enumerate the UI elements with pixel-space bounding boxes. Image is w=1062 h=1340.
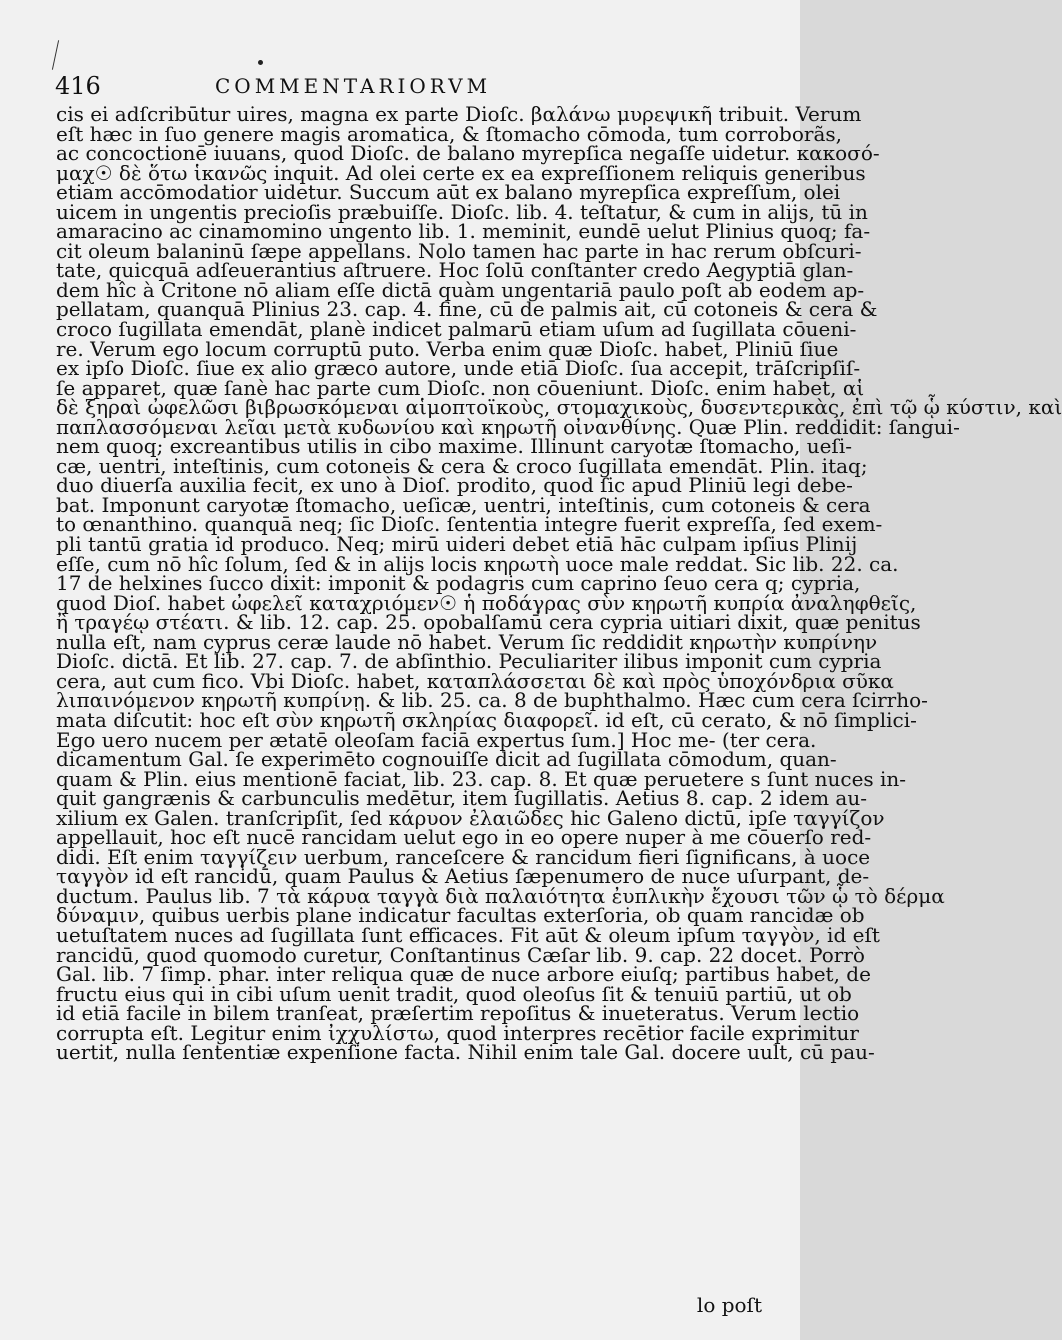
text-line: quit gangrænis & carbunculis medētur, item ſugillatis. Aetius 8. cap. 2 idem au- [56,786,867,811]
text-line: pellatam, quanquā Plinius 23. cap. 4. fine, cū de palmis ait, cū cotoneis & cera & [56,297,878,322]
text-line: cera, aut cum fico. Vbi Dioſc. habet, καταπλάσσεται δὲ καὶ πρὸς ὑποχόνδρια σῦκα [56,668,894,693]
text-line: Gal. lib. 7 ſimp. phar. inter reliqua quæ de nuce arbore eiuſq; partibus habet, de [56,962,871,987]
text-line: rancidū, quod quomodo curetur, Conſtantinus Cæſar lib. 9. cap. 22 docet. Porrò [56,942,865,967]
text-line: cit oleum balaninū ſæpe appellans. Nolo tamen hac parte in hac rerum obſcuri- [56,238,862,263]
text-line: tate, quicquā adſeuerantius aſtruere. Hoc ſolū conſtanter credo Aegyptiā glan- [56,258,854,283]
text-line: re. Verum ego locum corruptū puto. Verba enim quæ Dioſc. habet, Pliniū ſiue [56,336,839,361]
text-line: quam & Plin. eius mentionē faciat, lib. 23. cap. 8. Et quæ peruetere s ſunt nuces in- [56,766,907,791]
text-line: appellauit, hoc eſt nucē rancidam uelut ego in eo opere nuper à me cōuerſo red- [56,825,872,850]
text-line: ἢ τραγέῳ στέατι. & lib. 12. cap. 25. opobalſamū cera cypria uitiari dixit, quæ penitus [56,610,921,635]
text-line: ſe apparet, quæ ſanè hac parte cum Dioſc. non cōueniunt. Dioſc. enim habet, αἱ [56,375,865,400]
text-line: eſt hæc in ſuo genere magis aromatica, & ſtomacho cōmoda, tum corroborãs, [56,121,842,146]
margin-mark [52,40,59,70]
text-line: Dioſc. dictā. Et lib. 27. cap. 7. de abſinthio. Peculiariter ilibus imponit cum cypria [56,649,882,674]
text-line: dem hîc à Critone nō aliam eſſe dictā quàm ungentariā paulo poſt ab eodem ap- [56,277,865,302]
text-line: xilium ex Galen. tranſcripſit, ſed κάρυον ἐλαιῶδες hic Galeno dictū, ipſe ταγγίζον [56,805,885,830]
text-line: ex ipſo Dioſc. ſiue ex alio græco autore, unde etiā Dioſc. ſua accepit, trāſcripſiſ- [56,356,861,381]
catchword: lo poſt [696,1293,762,1317]
text-line: duo diuerſa auxilia fecit, ex uno à Dioſ. prodito, quod ſic apud Pliniū legi debe- [56,473,853,498]
text-line: δὲ ξηραὶ ὠφελῶσι βιβρωσκόμεναι αἱμοπτοϊκοὺς, στομαχικοὺς, δυσεντερικὰς, ἐπὶ τῷ ᾧ κύστιν, καὶ [56,395,1062,420]
text-line: cis ei adſcribūtur uires, magna ex parte Dioſc. βαλάνω μυρεψικῆ tribuit. Verum [56,102,862,126]
body-text [56,102,1062,1065]
text-line: uicem in ungentis precioſis præbuiſſe. Dioſc. lib. 4. teſtatur, & cum in alijs, tū in [56,199,868,224]
text-line: cæ, uentri, inteſtinis, cum cotoneis & cera & croco ſugillata emendāt. Plin. itaq; [56,453,868,478]
page-header [55,72,762,100]
text-line: nem quoq; excreantibus utilis in cibo maxime. Illinunt caryotæ ſtomacho, ueſi- [56,434,852,459]
page-number: 416 [55,72,101,100]
text-line: eſſe, cum nō hîc ſolum, ſed & in alijs locis κηρωτὴ uoce male reddat. Sic lib. 22. ca. [56,551,899,576]
text-line: mata diſcutit: hoc eſt σὺν κηρωτῆ σκληρίας διαφορεῖ. id eſt, cū cerato, & nō ſimplici- [56,707,917,732]
text-line: nulla eſt, nam cyprus ceræ laude nō habet. Verum ſic reddidit κηρωτὴν κυπρίνην [56,629,878,654]
text-line: etiam accōmodatior uidetur. Succum aūt ex balano myrepſica expreſſum, olei [56,180,841,205]
running-head: COMMENTARIORVM [215,74,492,98]
text-line: λιπαινόμενον κηρωτῆ κυπρίνῃ. & lib. 25. ca. 8 de buphthalmo. Hæc cum cera ſcirrho- [56,688,928,713]
text-line: δύναμιν, quibus uerbis plane indicatur facultas exterſoria, ob quam rancidæ ob [56,903,865,928]
text-line: fructu eius qui in cibi uſum uenit tradit, quod oleoſus ſit & tenuiū partiū, ut ob [56,981,852,1006]
text-line: uertit, nulla ſententiæ expenſione facta. Nihil enim tale Gal. docere uult, cū pau- [56,1040,875,1065]
text-line: bat. Imponunt caryotæ ſtomacho, ueſicæ, uentri, inteſtinis, cum cotoneis & cera [56,492,871,517]
text-line: pli tantū gratia id produco. Neq; mirū uideri debet etiā hāc culpam ipſius Plinij [56,532,858,557]
text-line: ductum. Paulus lib. 7 τὰ κάρυα ταγγὰ διὰ παλαιότητα ἐυπλικὴν ἔχουσι τῶν ᾧ τὸ δέρμα [56,883,945,908]
text-line: μαχ☉ δὲ ὅτω ἱκανῶς inquit. Ad olei certe ex ea expreſſionem reliquis generibus [56,160,866,185]
text-line: ταγγὸν id eſt rancidū, quam Paulus & Aetius ſæpenumero de nuce uſurpant, de- [56,864,870,889]
text-line: id etiā facile in bilem tranſeat, præſertim repoſitus & inueteratus. Verum lectio [56,1001,860,1026]
text-line: croco ſugillata emendāt, planè indicet palmarū etiam uſum ad ſugillata cōueni- [56,317,857,342]
text-line: Ego uero nucem per ætatē oleoſam faciā expertus ſum.] Hoc me- (ter cera. [56,727,817,752]
text-line: quod Dioſ. habet ὠφελεῖ καταχριόμεν☉ ἡ ποδάγρας σὺν κηρωτῆ κυπρία ἀναληφθεῖς, [56,590,917,615]
text-line: uetuſtatem nuces ad ſugillata ſunt efficaces. Fit aūt & oleum ipſum ταγγὸν, id eſt [56,922,880,947]
text-line: didi. Eſt enim ταγγίζειν uerbum, ranceſcere & rancidum fieri ſignificans, à uoce [56,844,871,869]
text-line: παπλασσόμεναι λεῖαι μετὰ κυδωνίου καὶ κηρωτῆ οἰνανθίνης. Quæ Plin. reddidit: ſangui- [56,414,960,439]
text-line: dicamentum Gal. ſe experimēto cognouiſſe dicit ad ſugillata cōmodum, quan- [56,747,837,772]
text-line: amaracino ac cinamomino ungento lib. 1. meminit, eundē uelut Plinius quoq; fa- [56,219,871,244]
text-line: ac concoctionē iuuans, quod Dioſc. de balano myrepſica negaſſe uidetur. κακοσό- [56,141,880,166]
text-line: to œnanthino. quanquā neq; ſic Dioſc. ſententia integre fuerit expreſſa, ſed exem- [56,512,883,537]
ink-dot [258,60,263,65]
text-line: corrupta eſt. Legitur enim ἰχχυλίστω, quod interpres recētior facile exprimitur [56,1020,859,1045]
text-line: 17 de helxines ſucco dixit: imponit & podagris cum caprino ſeuo cera q; cypria, [56,571,861,596]
